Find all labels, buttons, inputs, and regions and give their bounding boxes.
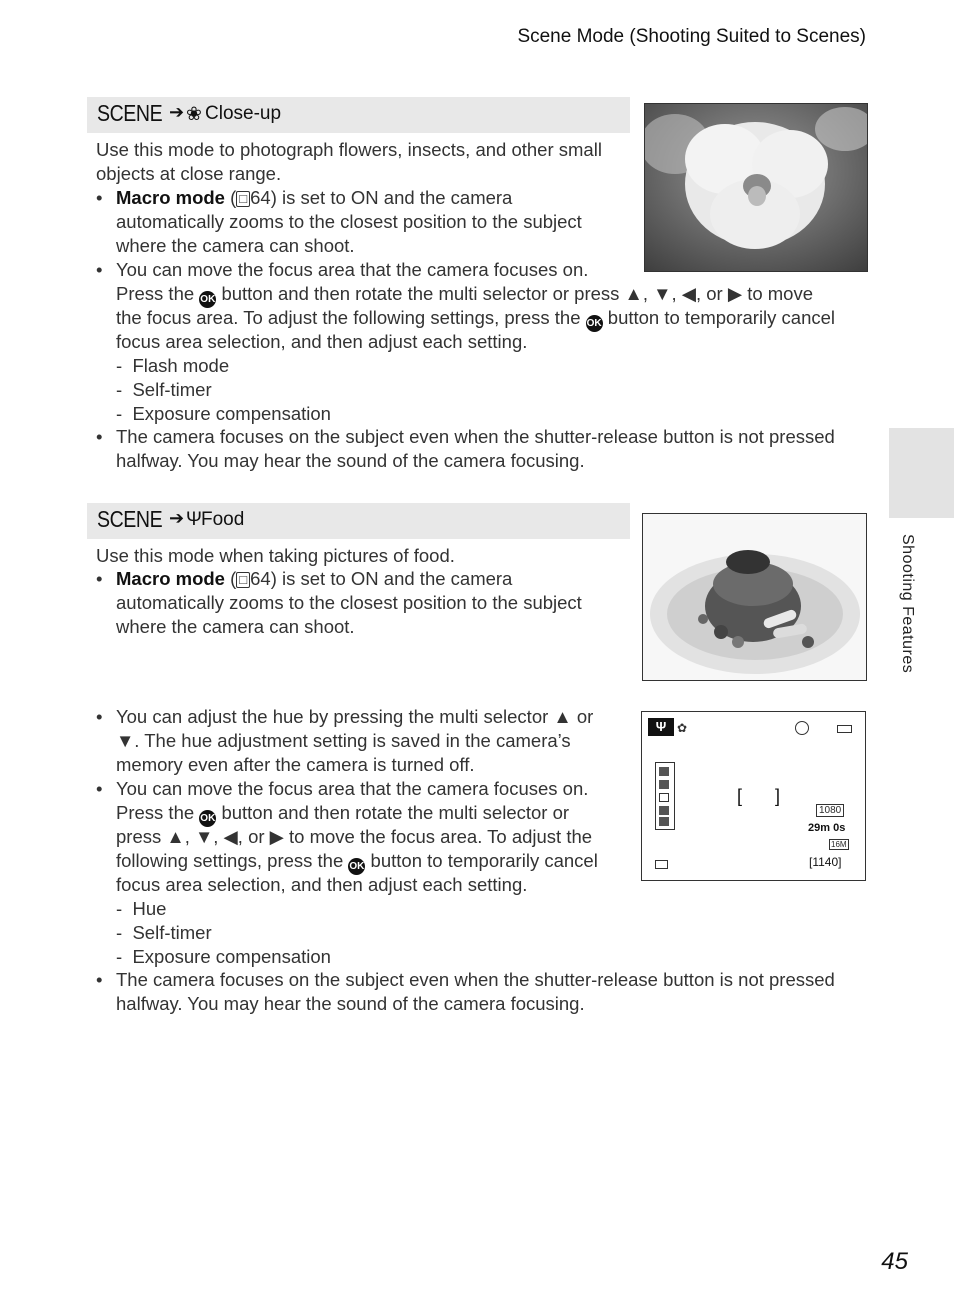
food-bullet-3: • You can move the focus area that the camera focuses on.	[96, 778, 589, 799]
closeup-dash-2: - Self-timer	[116, 379, 212, 400]
food-bullet-4: • The camera focuses on the subject even when the shutter-release button is not pressed	[96, 969, 835, 990]
text: following settings, press the	[116, 850, 344, 871]
text: the focus area. To adjust the following settings, press the	[116, 307, 581, 328]
bullet-text: ) is set to ON and the camera	[270, 568, 513, 589]
arrow-icon: ➔	[169, 102, 185, 122]
shots-remaining-value: 1140	[812, 855, 839, 869]
text: button to temporarily cancel	[370, 850, 598, 871]
food-bullet-4-line-2: halfway. You may hear the sound of the camera focusing.	[116, 993, 585, 1014]
hue-slider	[655, 762, 675, 830]
scene-mode-label: SCENE	[97, 100, 163, 126]
closeup-title: Close-up	[205, 103, 282, 124]
dash-text: Exposure compensation	[132, 403, 331, 424]
closeup-dash-3: - Exposure compensation	[116, 403, 331, 424]
dash-text: Exposure compensation	[132, 946, 331, 967]
ok-button-icon: OK	[348, 858, 365, 875]
closeup-bullet-1-line-2: automatically zooms to the closest position to the subject	[116, 211, 582, 232]
chapter-tab	[889, 428, 954, 518]
page-ref: 64	[250, 568, 271, 589]
food-fork-knife-icon: Ψ	[186, 509, 202, 530]
scene-mode-label: SCENE	[97, 506, 163, 532]
flash-mode-icon	[795, 721, 809, 735]
orchid-image	[645, 104, 867, 271]
dash-text: Self-timer	[132, 922, 212, 943]
closeup-bullet-1-line-3: where the camera can shoot.	[116, 235, 355, 256]
internal-memory-icon	[655, 860, 668, 869]
remaining-recording-time: 29m 0s	[808, 822, 846, 834]
closeup-orchid-photo	[644, 103, 868, 272]
chapter-tab-label: Shooting Features	[899, 534, 916, 674]
camera-monitor-illustration	[641, 711, 866, 881]
food-dash-3: - Exposure compensation	[116, 946, 331, 967]
closeup-bullet-1: • Macro mode ( □ 64) is set to ON and the camera	[96, 187, 513, 208]
food-image	[643, 514, 866, 680]
food-bullet-1-line-2: automatically zooms to the closest position to the subject	[116, 592, 582, 613]
food-bullet-3-line-3: press ▲, ▼, ◀, or ▶ to move the focus area. To adjust the	[116, 826, 593, 847]
closeup-intro-1: Use this mode to photograph flowers, insects, and other small	[96, 139, 602, 160]
bullet-text: The camera focuses on the subject even when the shutter-release button is not pressed	[116, 969, 835, 990]
reference-icon: □	[236, 572, 250, 588]
food-bullet-3-line-5: focus area selection, and then adjust each setting.	[116, 874, 528, 895]
text: Press the	[116, 283, 195, 304]
macro-icon: ✿	[677, 721, 688, 735]
food-section-bar	[87, 503, 630, 539]
bullet-text: You can move the focus area that the camera focuses on.	[116, 778, 589, 799]
food-intro: Use this mode when taking pictures of food.	[96, 545, 455, 566]
food-bullet-3-line-2	[116, 801, 569, 827]
closeup-section-bar	[87, 97, 630, 133]
reference-icon: □	[236, 191, 250, 207]
bullet-text: ) is set to ON and the camera	[270, 187, 513, 208]
ok-button-icon: OK	[199, 291, 216, 308]
image-size-icon: 16M	[831, 840, 847, 849]
movie-resolution-icon: 1080	[816, 804, 844, 817]
food-dash-2: - Self-timer	[116, 922, 212, 943]
dash-text: Self-timer	[132, 379, 212, 400]
text: button and then rotate the multi selector or press ▲, ▼, ◀, or ▶ to move	[221, 283, 814, 304]
closeup-bullet-3-line-2: halfway. You may hear the sound of the camera focusing.	[116, 450, 585, 471]
food-bullet-2: • You can adjust the hue by pressing the multi selector ▲ or	[96, 706, 594, 727]
text: button and then rotate the multi selector or	[221, 802, 570, 823]
macro-mode-label: Macro mode	[116, 568, 225, 589]
battery-icon	[837, 725, 852, 733]
ok-button-icon: OK	[586, 315, 603, 332]
closeup-bullet-2-line-2	[116, 282, 813, 308]
closeup-bullet-3: • The camera focuses on the subject even when the shutter-release button is not pressed	[96, 426, 835, 447]
food-bullet-2-line-3: memory even after the camera is turned off.	[116, 754, 475, 775]
closeup-bullet-2-line-3	[116, 306, 835, 332]
shots-remaining: [1140]	[809, 855, 842, 869]
focus-area-brackets: [ ]	[737, 786, 795, 806]
bullet-text: The camera focuses on the subject even when the shutter-release button is not pressed	[116, 426, 835, 447]
food-bullet-3-line-4	[116, 849, 598, 875]
closeup-flower-icon: ❀	[186, 104, 202, 125]
dash-text: Flash mode	[132, 355, 230, 376]
ok-button-icon: OK	[199, 810, 216, 827]
food-mode-icon: Ψ	[648, 718, 674, 736]
bullet-text: You can move the focus area that the camera focuses on.	[116, 259, 589, 280]
closeup-bullet-2: • You can move the focus area that the camera focuses on.	[96, 259, 589, 280]
closeup-dash-1: - Flash mode	[116, 355, 230, 376]
page-number: 45	[881, 1248, 908, 1275]
bullet-text: You can adjust the hue by pressing the multi selector ▲ or	[116, 706, 594, 727]
arrow-icon: ➔	[169, 508, 185, 528]
food-bullet-1: • Macro mode ( □ 64) is set to ON and the camera	[96, 568, 513, 589]
food-dash-1: - Hue	[116, 898, 167, 919]
running-header: Scene Mode (Shooting Suited to Scenes)	[517, 26, 866, 47]
food-title: Food	[201, 509, 245, 530]
food-bullet-2-line-2: ▼. The hue adjustment setting is saved in the camera’s	[116, 730, 571, 751]
dash-text: Hue	[132, 898, 167, 919]
text: Press the	[116, 802, 195, 823]
closeup-intro-2: objects at close range.	[96, 163, 282, 184]
food-bullet-1-line-3: where the camera can shoot.	[116, 616, 355, 637]
macro-mode-label: Macro mode	[116, 187, 225, 208]
food-dish-photo	[642, 513, 867, 681]
closeup-bullet-2-line-4: focus area selection, and then adjust each setting.	[116, 331, 528, 352]
text: button to temporarily cancel	[607, 307, 836, 328]
page-ref: 64	[250, 187, 271, 208]
